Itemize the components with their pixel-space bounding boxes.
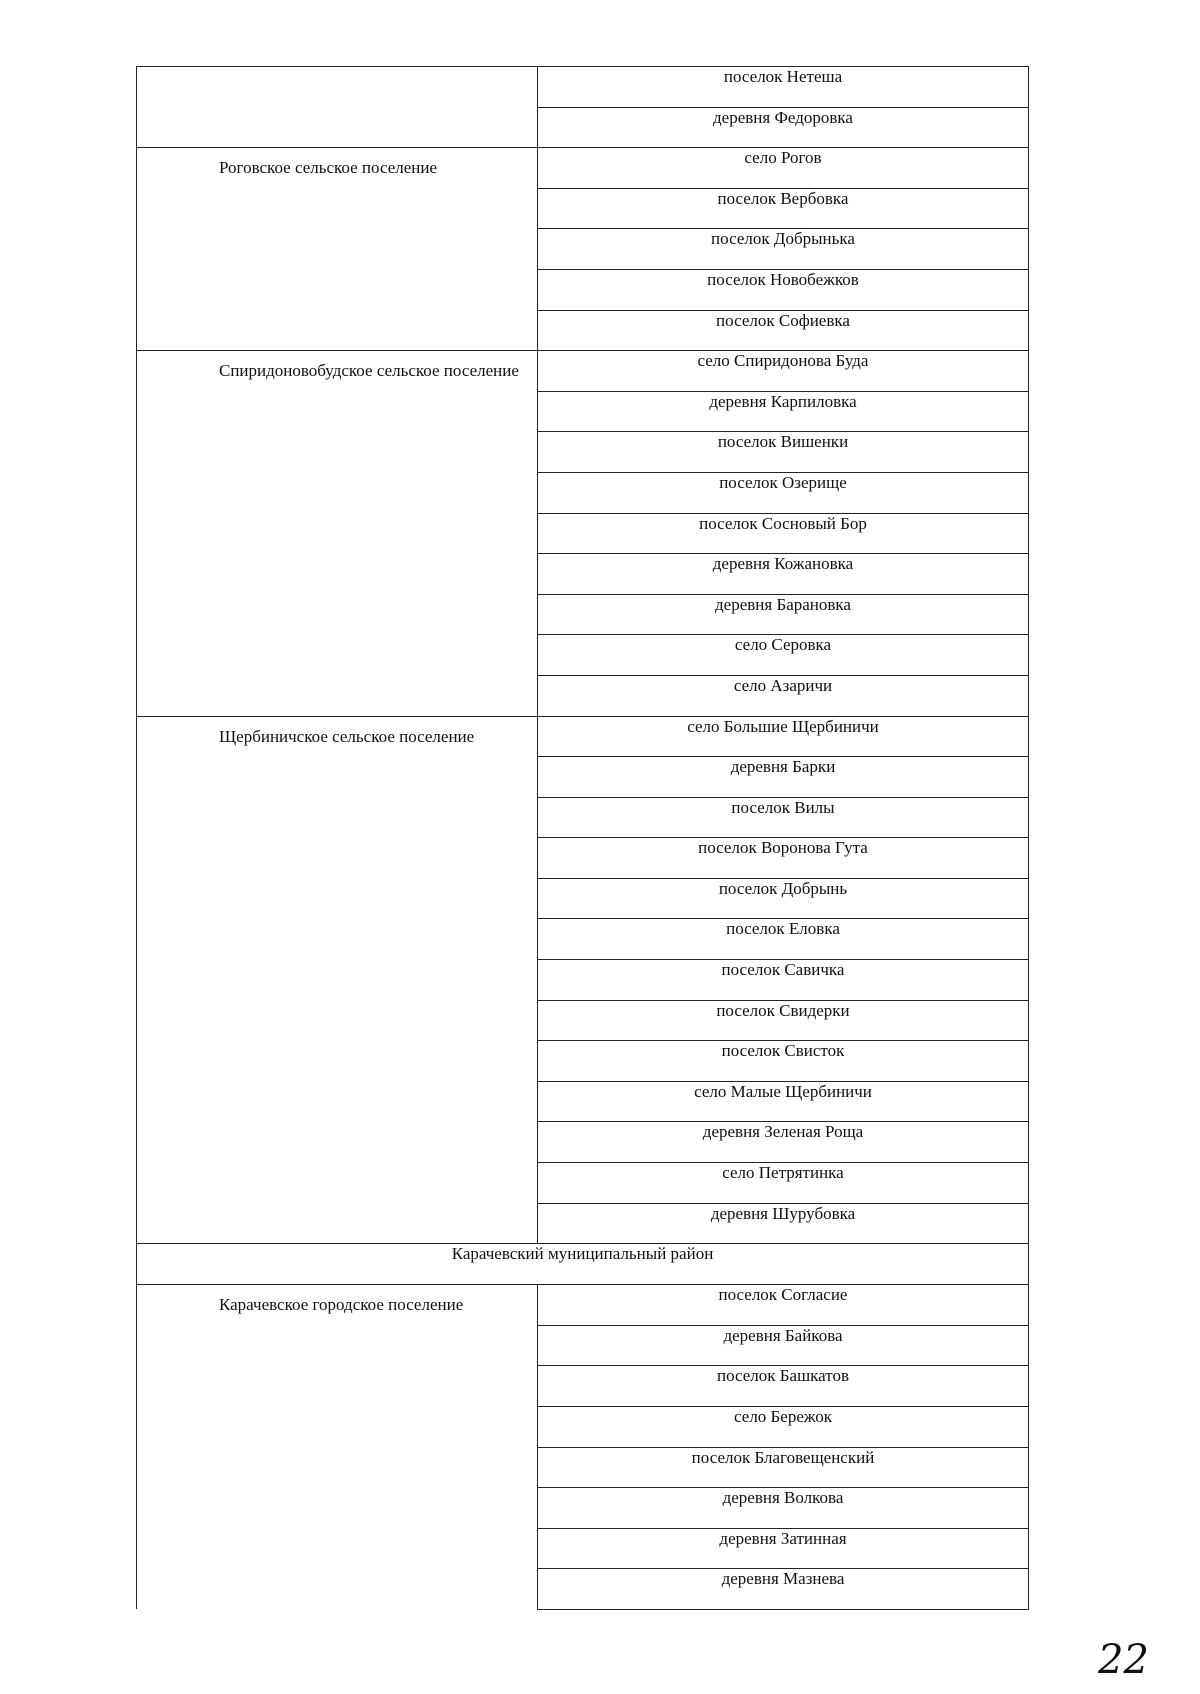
locality-name: поселок Воронова Гута [538,838,1029,879]
settlements-table [136,66,1029,1610]
locality-name: деревня Барановка [538,594,1029,635]
locality-name: деревня Шурубовка [538,1203,1029,1244]
locality-name: село Азаричи [538,675,1029,716]
locality-name: поселок Вилы [538,797,1029,838]
settlement-name: Щербиничское сельское поселение [219,726,475,746]
locality-name: деревня Барки [538,757,1029,798]
district-row [137,1244,1029,1285]
locality-row [137,716,1029,757]
locality-name: деревня Кожановка [538,554,1029,595]
district-name: Карачевский муниципальный район [137,1244,1029,1285]
locality-name: поселок Нетеша [538,67,1029,108]
page-number: 22 [1098,1637,1149,1683]
settlement-cell [137,67,538,148]
locality-row [137,1285,1029,1326]
locality-name: поселок Савичка [538,960,1029,1001]
locality-name: деревня Карпиловка [538,391,1029,432]
locality-name: село Петрятинка [538,1163,1029,1204]
locality-name: поселок Добрынька [538,229,1029,270]
locality-name: поселок Еловка [538,919,1029,960]
locality-name: село Бережок [538,1407,1029,1448]
locality-name: село Малые Щербиничи [538,1081,1029,1122]
locality-name: село Рогов [538,148,1029,189]
locality-name: поселок Софиевка [538,310,1029,351]
locality-name: поселок Свидерки [538,1000,1029,1041]
settlement-name: Карачевское городское поселение [219,1295,464,1315]
locality-name: деревня Затинная [538,1528,1029,1569]
locality-name: деревня Федоровка [538,107,1029,148]
settlement-cell [137,148,538,351]
locality-row [137,148,1029,189]
locality-name: село Серовка [538,635,1029,676]
locality-name: село Спиридонова Буда [538,351,1029,392]
locality-name: деревня Мазнева [538,1569,1029,1610]
locality-name: поселок Вишенки [538,432,1029,473]
locality-name: поселок Озерище [538,472,1029,513]
locality-name: поселок Благовещенский [538,1447,1029,1488]
locality-name: село Большие Щербиничи [538,716,1029,757]
locality-name: поселок Согласие [538,1285,1029,1326]
settlement-cell [137,1285,538,1610]
settlement-name: Роговское сельское поселение [219,158,438,178]
settlement-name: Спиридоновобудское сельское поселение [219,361,519,381]
settlement-name [137,67,537,77]
locality-name: поселок Свисток [538,1041,1029,1082]
locality-row [137,67,1029,108]
settlement-cell [137,351,538,716]
locality-name: деревня Байкова [538,1325,1029,1366]
locality-name: поселок Добрынь [538,878,1029,919]
locality-name: поселок Новобежков [538,269,1029,310]
locality-row [137,351,1029,392]
locality-name: деревня Волкова [538,1488,1029,1529]
settlement-cell [137,716,538,1244]
locality-name: поселок Вербовка [538,188,1029,229]
locality-name: поселок Башкатов [538,1366,1029,1407]
locality-name: поселок Сосновый Бор [538,513,1029,554]
locality-name: деревня Зеленая Роща [538,1122,1029,1163]
